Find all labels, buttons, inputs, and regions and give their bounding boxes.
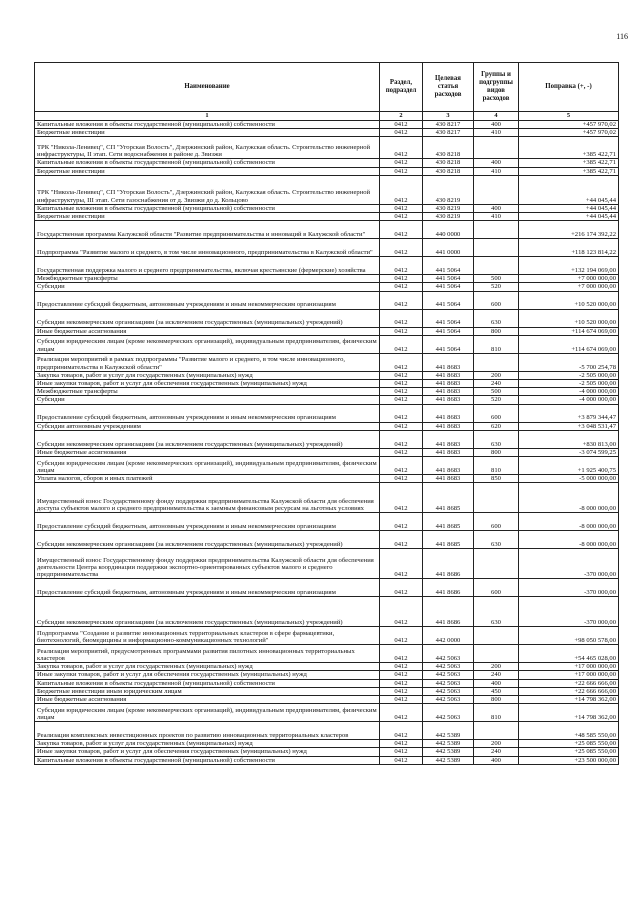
row-name: Иные закупки товаров, работ и услуг для обеспечения государственных (муниципальных) нужд — [35, 748, 380, 756]
table-row — [35, 579, 619, 597]
table-row — [35, 475, 619, 483]
row-section: 0412 — [380, 327, 423, 335]
row-section: 0412 — [380, 475, 423, 483]
row-group: 850 — [474, 475, 519, 483]
row-section: 0412 — [380, 748, 423, 756]
row-amount: -370 000,00 — [519, 597, 619, 627]
row-amount: +22 666 666,00 — [519, 687, 619, 695]
row-target: 441 8683 — [423, 430, 474, 448]
row-group: 520 — [474, 396, 519, 404]
row-amount: +132 194 069,00 — [519, 257, 619, 275]
row-name: Бюджетные инвестиции — [35, 213, 380, 221]
row-target: 441 8683 — [423, 396, 474, 404]
row-name: Предоставление субсидий бюджетным, автономным учреждениям и иным некоммерческим организациям — [35, 291, 380, 309]
table-row — [35, 756, 619, 764]
row-target: 440 0000 — [423, 221, 474, 239]
row-section: 0412 — [380, 396, 423, 404]
row-section: 0412 — [380, 335, 423, 353]
table-row — [35, 549, 619, 579]
table-row — [35, 483, 619, 513]
row-section: 0412 — [380, 696, 423, 704]
row-name: Субсидии юридическим лицам (кроме некоммерческих организаций), индивидуальным предпринимателям, физическим лицам — [35, 457, 380, 475]
table-row — [35, 748, 619, 756]
row-group: 240 — [474, 671, 519, 679]
row-amount: -4 000 000,00 — [519, 396, 619, 404]
table-row — [35, 137, 619, 159]
row-amount: -2 505 000,00 — [519, 380, 619, 388]
row-amount: -5 700 254,78 — [519, 353, 619, 371]
row-group: 630 — [474, 430, 519, 448]
row-name: ТРК "Никола-Ленивец", СП "Угорская Волость", Дзержинский район, Калужская область. Строительство инженерной инфраструктуры, II этап. Сети водоснабжения в районе д. Звизжи — [35, 137, 380, 159]
row-target: 441 8683 — [423, 371, 474, 379]
row-name: Закупка товаров, работ и услуг для государственных (муниципальных) нужд — [35, 371, 380, 379]
row-amount: +385 422,71 — [519, 159, 619, 167]
row-amount: +98 050 578,00 — [519, 627, 619, 645]
table-row — [35, 404, 619, 422]
row-name: Реализация мероприятий в рамках подпрограммы "Развитие малого и среднего, в том числе инновационного, предпринимательства в Калужской области" — [35, 353, 380, 371]
row-name: Субсидии некоммерческим организациям (за исключением государственных (муниципальных) учреждений) — [35, 531, 380, 549]
row-target: 441 8685 — [423, 513, 474, 531]
table-row — [35, 335, 619, 353]
row-name: Субсидии юридическим лицам (кроме некоммерческих организаций), индивидуальным предпринимателям, физическим лицам — [35, 335, 380, 353]
row-amount: +14 798 362,00 — [519, 704, 619, 722]
row-name: Капитальные вложения в объекты государственной (муниципальной) собственности — [35, 204, 380, 212]
row-target: 441 5064 — [423, 291, 474, 309]
row-name: Субсидии некоммерческим организациям (за исключением государственных (муниципальных) учреждений) — [35, 597, 380, 627]
table-row — [35, 679, 619, 687]
row-name: Иные бюджетные ассигнования — [35, 327, 380, 335]
row-section: 0412 — [380, 483, 423, 513]
row-group — [474, 353, 519, 371]
table-row — [35, 175, 619, 204]
row-section: 0412 — [380, 275, 423, 283]
table-row — [35, 531, 619, 549]
row-group — [474, 257, 519, 275]
row-target: 441 5064 — [423, 327, 474, 335]
row-group: 400 — [474, 756, 519, 764]
row-section: 0412 — [380, 687, 423, 695]
row-target: 442 5389 — [423, 756, 474, 764]
row-name: Бюджетные инвестиции — [35, 167, 380, 175]
row-name: Уплата налогов, сборов и иных платежей — [35, 475, 380, 483]
row-section: 0412 — [380, 422, 423, 430]
row-name: Межбюджетные трансферты — [35, 388, 380, 396]
table-row — [35, 167, 619, 175]
row-group: 400 — [474, 121, 519, 129]
table-row — [35, 422, 619, 430]
row-section: 0412 — [380, 137, 423, 159]
row-target: 430 8218 — [423, 167, 474, 175]
row-name: Бюджетные инвестиции — [35, 129, 380, 137]
row-amount: +25 085 550,00 — [519, 748, 619, 756]
row-section: 0412 — [380, 283, 423, 291]
table-row — [35, 353, 619, 371]
table-row — [35, 627, 619, 645]
row-target: 441 8683 — [423, 422, 474, 430]
row-amount: +830 813,00 — [519, 430, 619, 448]
row-amount: +385 422,71 — [519, 167, 619, 175]
row-section: 0412 — [380, 221, 423, 239]
row-name: Имущественный взнос Государственному фонду поддержки предпринимательства Калужской области для обеспечения доступа субъектов малого и среднего предпринимательства к заемным финансовым ресурсам на льготных условиях — [35, 483, 380, 513]
row-target: 441 5064 — [423, 257, 474, 275]
row-amount: -370 000,00 — [519, 549, 619, 579]
row-name: Государственная поддержка малого и среднего предпринимательства, включая крестьянские (фермерские) хозяйства — [35, 257, 380, 275]
table-header — [35, 63, 619, 112]
row-target: 442 5389 — [423, 748, 474, 756]
row-amount: +44 045,44 — [519, 213, 619, 221]
row-amount: +114 674 069,00 — [519, 327, 619, 335]
table-row — [35, 704, 619, 722]
row-target: 441 8683 — [423, 388, 474, 396]
table-row — [35, 327, 619, 335]
row-group: 810 — [474, 457, 519, 475]
column-numbers — [35, 112, 619, 121]
row-amount: +114 674 069,00 — [519, 335, 619, 353]
row-name: Предоставление субсидий бюджетным, автономным учреждениям и иным некоммерческим организациям — [35, 513, 380, 531]
table-row — [35, 371, 619, 379]
row-name: Субсидии — [35, 283, 380, 291]
row-group: 630 — [474, 597, 519, 627]
row-group — [474, 483, 519, 513]
row-target: 430 8217 — [423, 121, 474, 129]
row-group: 810 — [474, 704, 519, 722]
table-row — [35, 448, 619, 456]
row-name: Субсидии автономным учреждениям — [35, 422, 380, 430]
row-amount: +457 970,02 — [519, 129, 619, 137]
row-amount: -3 074 599,25 — [519, 448, 619, 456]
row-section: 0412 — [380, 549, 423, 579]
row-amount: +44 045,44 — [519, 175, 619, 204]
row-section: 0412 — [380, 159, 423, 167]
row-group — [474, 645, 519, 663]
row-group: 600 — [474, 404, 519, 422]
table-row — [35, 388, 619, 396]
row-name: Субсидии некоммерческим организациям (за исключением государственных (муниципальных) учреждений) — [35, 309, 380, 327]
budget-table — [34, 62, 619, 765]
row-amount: +17 000 000,00 — [519, 663, 619, 671]
row-amount: +7 000 000,00 — [519, 283, 619, 291]
row-amount: +457 970,02 — [519, 121, 619, 129]
row-group — [474, 239, 519, 257]
row-target: 441 8683 — [423, 457, 474, 475]
table-row — [35, 309, 619, 327]
row-target: 430 8218 — [423, 137, 474, 159]
row-name: Капитальные вложения в объекты государственной (муниципальной) собственности — [35, 159, 380, 167]
table-body — [35, 121, 619, 765]
row-section: 0412 — [380, 722, 423, 740]
col-number: 1 — [35, 112, 380, 121]
row-group: 200 — [474, 663, 519, 671]
row-group: 600 — [474, 513, 519, 531]
row-name: Иные закупки товаров, работ и услуг для обеспечения государственных (муниципальных) нужд — [35, 671, 380, 679]
header-name: Наименование — [35, 63, 380, 112]
table-row — [35, 396, 619, 404]
row-name: Имущественный взнос Государственному фонду поддержки предпринимательства Калужской области для обеспечения деятельности Центра координации поддержки экспортно-ориентированных субъектов малого и среднего предпринимательства — [35, 549, 380, 579]
row-amount: +216 174 392,22 — [519, 221, 619, 239]
row-target: 441 5064 — [423, 283, 474, 291]
row-group: 410 — [474, 167, 519, 175]
row-amount: +3 048 531,47 — [519, 422, 619, 430]
row-name: Закупка товаров, работ и услуг для государственных (муниципальных) нужд — [35, 663, 380, 671]
row-amount: +7 000 000,00 — [519, 275, 619, 283]
row-section: 0412 — [380, 704, 423, 722]
row-target: 441 8683 — [423, 475, 474, 483]
col-number: 3 — [423, 112, 474, 121]
row-group — [474, 549, 519, 579]
row-group — [474, 627, 519, 645]
row-group: 400 — [474, 204, 519, 212]
row-amount: -8 000 000,00 — [519, 531, 619, 549]
row-group: 810 — [474, 335, 519, 353]
row-amount: -2 505 000,00 — [519, 371, 619, 379]
row-group — [474, 722, 519, 740]
row-section: 0412 — [380, 175, 423, 204]
row-section: 0412 — [380, 353, 423, 371]
row-target: 441 8686 — [423, 579, 474, 597]
row-section: 0412 — [380, 679, 423, 687]
col-number: 5 — [519, 112, 619, 121]
row-name: Субсидии юридическим лицам (кроме некоммерческих организаций), индивидуальным предпринимателям, физическим лицам — [35, 704, 380, 722]
row-target: 442 5063 — [423, 679, 474, 687]
table-row — [35, 129, 619, 137]
row-name: ТРК "Никола-Ленивец", СП "Угорская Волость", Дзержинский район, Калужская область. Строительство инженерной инфраструктуры, III этап. Сети газоснабжения от д. Звизжи до д. Кольцово — [35, 175, 380, 204]
table-row — [35, 221, 619, 239]
table-row — [35, 645, 619, 663]
table-row — [35, 291, 619, 309]
row-target: 442 5063 — [423, 671, 474, 679]
row-section: 0412 — [380, 257, 423, 275]
table-row — [35, 430, 619, 448]
table-row — [35, 275, 619, 283]
row-amount: +48 585 550,00 — [519, 722, 619, 740]
row-section: 0412 — [380, 663, 423, 671]
header-section: Раздел, подраздел — [380, 63, 423, 112]
table-row — [35, 696, 619, 704]
row-target: 430 8219 — [423, 204, 474, 212]
row-name: Бюджетные инвестиции иным юридическим лицам — [35, 687, 380, 695]
row-amount: -5 000 000,00 — [519, 475, 619, 483]
table-row — [35, 597, 619, 627]
row-target: 442 5063 — [423, 645, 474, 663]
row-section: 0412 — [380, 579, 423, 597]
row-section: 0412 — [380, 645, 423, 663]
row-target: 441 8685 — [423, 483, 474, 513]
table-row — [35, 671, 619, 679]
row-section: 0412 — [380, 513, 423, 531]
row-group: 800 — [474, 327, 519, 335]
row-group: 800 — [474, 696, 519, 704]
row-name: Субсидии некоммерческим организациям (за исключением государственных (муниципальных) учреждений) — [35, 430, 380, 448]
table-row — [35, 740, 619, 748]
row-target: 442 5063 — [423, 696, 474, 704]
row-name: Предоставление субсидий бюджетным, автономным учреждениям и иным некоммерческим организациям — [35, 579, 380, 597]
row-name: Государственная программа Калужской области "Развитие предпринимательства и инноваций в Калужской области" — [35, 221, 380, 239]
row-target: 442 5389 — [423, 740, 474, 748]
row-target: 441 5064 — [423, 275, 474, 283]
row-target: 430 8219 — [423, 175, 474, 204]
table-row — [35, 121, 619, 129]
row-section: 0412 — [380, 430, 423, 448]
row-target: 442 5063 — [423, 663, 474, 671]
row-target: 441 0000 — [423, 239, 474, 257]
row-section: 0412 — [380, 457, 423, 475]
row-amount: -8 000 000,00 — [519, 483, 619, 513]
row-amount: +23 500 000,00 — [519, 756, 619, 764]
row-section: 0412 — [380, 129, 423, 137]
row-section: 0412 — [380, 121, 423, 129]
row-section: 0412 — [380, 627, 423, 645]
row-target: 442 5063 — [423, 687, 474, 695]
row-amount: +44 045,44 — [519, 204, 619, 212]
row-amount: +385 422,71 — [519, 137, 619, 159]
table-row — [35, 687, 619, 695]
row-name: Капитальные вложения в объекты государственной (муниципальной) собственности — [35, 121, 380, 129]
row-section: 0412 — [380, 597, 423, 627]
row-section: 0412 — [380, 291, 423, 309]
row-target: 441 8683 — [423, 380, 474, 388]
row-name: Капитальные вложения в объекты государственной (муниципальной) собственности — [35, 756, 380, 764]
row-amount: -370 000,00 — [519, 579, 619, 597]
row-section: 0412 — [380, 756, 423, 764]
table-row — [35, 257, 619, 275]
row-name: Капитальные вложения в объекты государственной (муниципальной) собственности — [35, 679, 380, 687]
header-target: Целевая статья расходов — [423, 63, 474, 112]
row-target: 430 8217 — [423, 129, 474, 137]
row-group: 620 — [474, 422, 519, 430]
row-amount: +118 123 814,22 — [519, 239, 619, 257]
row-target: 441 8685 — [423, 531, 474, 549]
row-section: 0412 — [380, 213, 423, 221]
row-section: 0412 — [380, 371, 423, 379]
row-target: 441 8683 — [423, 448, 474, 456]
row-amount: -8 000 000,00 — [519, 513, 619, 531]
row-target: 442 5389 — [423, 722, 474, 740]
row-group: 600 — [474, 579, 519, 597]
table-row — [35, 380, 619, 388]
row-amount: +10 520 000,00 — [519, 291, 619, 309]
row-group: 800 — [474, 448, 519, 456]
row-group: 500 — [474, 388, 519, 396]
row-name: Предоставление субсидий бюджетным, автономным учреждениям и иным некоммерческим организациям — [35, 404, 380, 422]
row-section: 0412 — [380, 404, 423, 422]
page-number: 116 — [616, 32, 628, 41]
row-group: 400 — [474, 679, 519, 687]
table-row — [35, 159, 619, 167]
row-group — [474, 175, 519, 204]
row-section: 0412 — [380, 448, 423, 456]
row-name: Субсидии — [35, 396, 380, 404]
row-section: 0412 — [380, 388, 423, 396]
row-group: 400 — [474, 159, 519, 167]
row-amount: +1 925 400,75 — [519, 457, 619, 475]
row-target: 430 8218 — [423, 159, 474, 167]
row-name: Межбюджетные трансферты — [35, 275, 380, 283]
row-target: 441 8686 — [423, 597, 474, 627]
row-amount: +17 000 000,00 — [519, 671, 619, 679]
table-row — [35, 204, 619, 212]
row-amount: +14 798 362,00 — [519, 696, 619, 704]
row-section: 0412 — [380, 204, 423, 212]
row-section: 0412 — [380, 239, 423, 257]
table-row — [35, 283, 619, 291]
row-group: 240 — [474, 748, 519, 756]
row-group: 200 — [474, 371, 519, 379]
col-number: 2 — [380, 112, 423, 121]
row-name: Подпрограмма "Развитие малого и среднего, в том числе инновационного, предпринимательства в Калужской области" — [35, 239, 380, 257]
table-row — [35, 722, 619, 740]
row-section: 0412 — [380, 380, 423, 388]
row-target: 441 8686 — [423, 549, 474, 579]
row-target: 441 8683 — [423, 353, 474, 371]
row-group — [474, 137, 519, 159]
row-group: 200 — [474, 740, 519, 748]
row-group: 410 — [474, 129, 519, 137]
row-amount: +3 879 344,47 — [519, 404, 619, 422]
row-section: 0412 — [380, 309, 423, 327]
row-amount: +54 465 028,00 — [519, 645, 619, 663]
table-row — [35, 213, 619, 221]
row-name: Закупка товаров, работ и услуг для государственных (муниципальных) нужд — [35, 740, 380, 748]
row-group: 630 — [474, 309, 519, 327]
row-name: Иные закупки товаров, работ и услуг для обеспечения государственных (муниципальных) нужд — [35, 380, 380, 388]
row-group: 410 — [474, 213, 519, 221]
table-row — [35, 239, 619, 257]
table-row — [35, 663, 619, 671]
row-target: 430 8219 — [423, 213, 474, 221]
row-section: 0412 — [380, 167, 423, 175]
row-target: 441 8683 — [423, 404, 474, 422]
row-group: 600 — [474, 291, 519, 309]
row-section: 0412 — [380, 531, 423, 549]
row-amount: -4 000 000,00 — [519, 388, 619, 396]
row-target: 442 0000 — [423, 627, 474, 645]
header-amount: Поправка (+, -) — [519, 63, 619, 112]
table-row — [35, 513, 619, 531]
row-name: Иные бюджетные ассигнования — [35, 448, 380, 456]
row-amount: +10 520 000,00 — [519, 309, 619, 327]
row-group — [474, 221, 519, 239]
row-name: Реализация мероприятий, предусмотренных программами развития пилотных инновационных территориальных кластеров — [35, 645, 380, 663]
row-section: 0412 — [380, 671, 423, 679]
row-target: 442 5063 — [423, 704, 474, 722]
header-group: Группы и подгруппы видов расходов — [474, 63, 519, 112]
row-section: 0412 — [380, 740, 423, 748]
row-name: Подпрограмма "Создание и развитие инновационных территориальных кластеров в сфере фармацевтики, биотехнологий, биомедицины и информационно-коммуникационных технологий" — [35, 627, 380, 645]
row-name: Реализация комплексных инвестиционных проектов по развитию инновационных территориальных кластеров — [35, 722, 380, 740]
row-group: 240 — [474, 380, 519, 388]
row-group: 520 — [474, 283, 519, 291]
row-name: Иные бюджетные ассигнования — [35, 696, 380, 704]
row-target: 441 5064 — [423, 309, 474, 327]
row-group: 450 — [474, 687, 519, 695]
row-group: 630 — [474, 531, 519, 549]
col-number: 4 — [474, 112, 519, 121]
table-row — [35, 457, 619, 475]
row-target: 441 5064 — [423, 335, 474, 353]
row-amount: +22 666 666,00 — [519, 679, 619, 687]
row-amount: +25 085 550,00 — [519, 740, 619, 748]
row-group: 500 — [474, 275, 519, 283]
